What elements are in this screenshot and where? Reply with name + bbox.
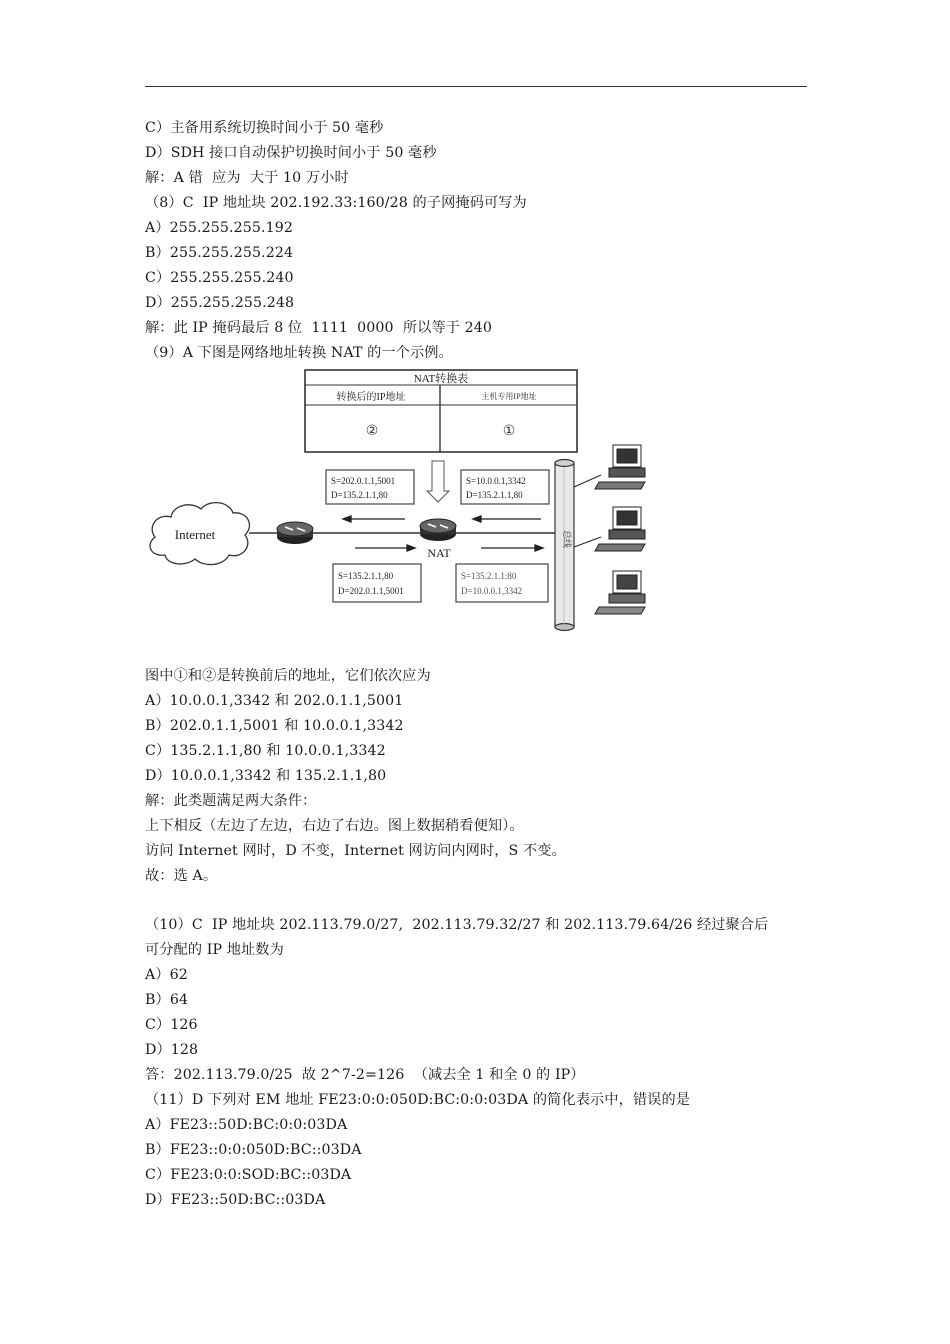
question-10: （10）C IP 地址块 202.113.79.0/27, 202.113.79.32/27 和 202.113.79.64/26 经过聚合后 xyxy=(145,917,769,933)
packet-box-bottom-left xyxy=(333,564,421,602)
packet-br-source: S=135.2.1.1:80 xyxy=(461,571,517,581)
computer-icon xyxy=(574,507,645,551)
col-right-header: 主机专用IP地址 xyxy=(481,392,537,401)
option-d: D）255.255.255.248 xyxy=(145,295,295,311)
option-b: B）202.0.1.1,5001 和 10.0.0.1,3342 xyxy=(145,718,404,734)
option-a: A）255.255.255.192 xyxy=(145,220,293,236)
answer-explanation: 解：此类题满足两大条件： xyxy=(145,793,317,809)
option-d: D）FE23::50D:BC::03DA xyxy=(145,1192,326,1208)
cell-left-marker: ② xyxy=(365,424,379,439)
computer-icon xyxy=(574,445,645,489)
question-8: （8）C IP 地址块 202.192.33:160/28 的子网掩码可写为 xyxy=(145,195,527,211)
packet-bl-source: S=135.2.1.1,80 xyxy=(338,571,394,581)
nat-table-title: NAT转换表 xyxy=(413,373,469,385)
question-9: （9）A 下图是网络地址转换 NAT 的一个示例。 xyxy=(145,345,453,361)
option-c: C）255.255.255.240 xyxy=(145,270,294,286)
option-c: C）135.2.1.1,80 和 10.0.0.1,3342 xyxy=(145,743,386,759)
option-c: C）126 xyxy=(145,1017,198,1033)
packet-tl-source: S=202.0.1.1,5001 xyxy=(331,476,396,486)
question-10-cont: 可分配的 IP 地址数为 xyxy=(145,942,284,958)
arrow-right-icon xyxy=(481,545,543,551)
text-line: 解：A 错 应为 大于 10 万小时 xyxy=(145,170,349,186)
option-b: B）FE23::0:0:050D:BC::03DA xyxy=(145,1142,362,1158)
option-d: D）10.0.0.1,3342 和 135.2.1.1,80 xyxy=(145,768,387,784)
bus-label: 总线 xyxy=(562,529,572,549)
option-b: B）64 xyxy=(145,992,189,1008)
option-a: A）FE23::50D:BC:0:0:03DA xyxy=(145,1117,348,1133)
nat-label: NAT xyxy=(427,546,451,560)
question-text: 图中①和②是转换前后的地址，它们依次应为 xyxy=(145,668,431,684)
col-left-header: 转换后的IP地址 xyxy=(336,392,406,403)
text-line: D）SDH 接口自动保护切换时间小于 50 毫秒 xyxy=(145,145,437,161)
answer-conclusion: 故：选 A。 xyxy=(145,868,218,884)
internet-label: Internet xyxy=(174,527,216,542)
nat-diagram xyxy=(143,367,666,640)
answer-explanation: 答：202.113.79.0/25 故 2^7-2=126 （减去全 1 和全 0 的 IP） xyxy=(145,1067,585,1083)
question-11: （11）D 下列对 EM 地址 FE23:0:0:050D:BC:0:0:03DA 的简化表示中，错误的是 xyxy=(145,1092,691,1108)
header-rule xyxy=(145,86,807,87)
answer-explanation: 解：此 IP 掩码最后 8 位 1111 0000 所以等于 240 xyxy=(145,320,493,336)
packet-br-dest: D=10.0.0.1,3342 xyxy=(461,586,523,596)
answer-explanation: 上下相反（左边了左边，右边了右边。图上数据稍看便知）。 xyxy=(145,818,524,834)
packet-tr-source: S=10.0.0.1,3342 xyxy=(466,476,526,486)
option-b: B）255.255.255.224 xyxy=(145,245,294,261)
answer-explanation: 访问 Internet 网时，D 不变，Internet 网访问内网时，S 不变。 xyxy=(145,843,566,859)
packet-tr-dest: D=135.2.1.1,80 xyxy=(466,490,523,500)
option-c: C）FE23:0:0:SOD:BC::03DA xyxy=(145,1167,352,1183)
down-arrow-icon xyxy=(427,461,449,502)
arrow-left-icon xyxy=(343,516,405,522)
option-d: D）128 xyxy=(145,1042,199,1058)
arrow-left-icon xyxy=(473,516,541,522)
option-a: A）10.0.0.1,3342 和 202.0.1.1,5001 xyxy=(145,693,404,709)
text-line: C）主备用系统切换时间小于 50 毫秒 xyxy=(145,120,384,136)
router-icon xyxy=(277,522,313,544)
packet-tl-dest: D=135.2.1.1,80 xyxy=(331,490,388,500)
computer-icon xyxy=(595,571,645,614)
packet-bl-dest: D=202.0.1.1,5001 xyxy=(338,586,404,596)
nat-router-icon xyxy=(420,519,456,541)
option-a: A）62 xyxy=(145,967,188,983)
cell-right-marker: ① xyxy=(502,424,516,439)
arrow-right-icon xyxy=(355,545,415,551)
packet-box-bottom-right xyxy=(456,564,548,602)
